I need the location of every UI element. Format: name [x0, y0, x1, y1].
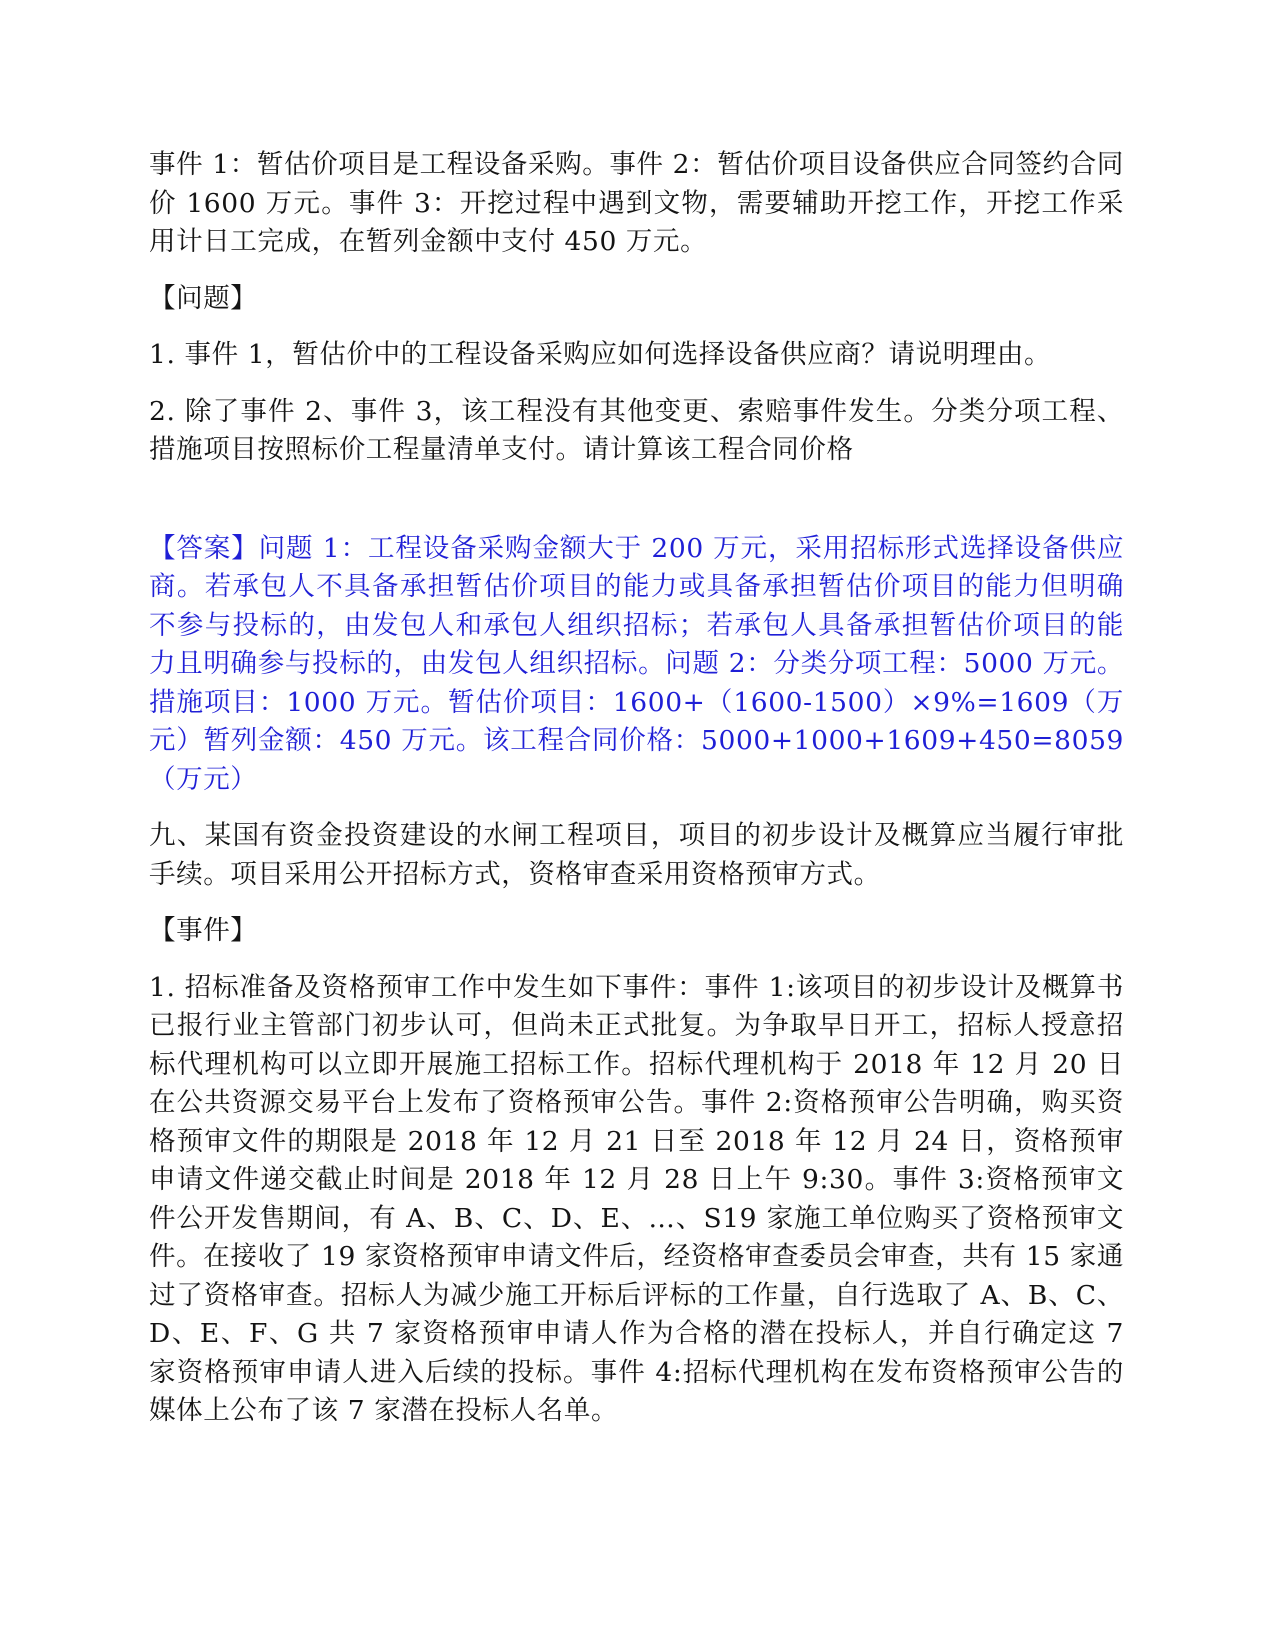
events-intro-paragraph: 事件 1：暂估价项目是工程设备采购。事件 2：暂估价项目设备供应合同签约合同价 1600 万元。事件 3：开挖过程中遇到文物，需要辅助开挖工作，开挖工作采用计日工完成，在暂列金额中支付 450 万元。: [149, 149, 1124, 257]
answer-paragraph: 【答案】问题 1：工程设备采购金额大于 200 万元，采用招标形式选择设备供应商。若承包人不具备承担暂估价项目的能力或具备承担暂估价项目的能力但明确不参与投标的，由发包人和承包人组织招标；若承包人具备承担暂估价项目的能力且明确参与投标的，由发包人组织招标。问题 2：分类分项工程：5000 万元。措施项目：1000 万元。暂估价项目：1600+（1600-1500）×9%=1609（万元）暂列金额：450 万元。该工程合同价格：5000+1000+1609+450=8059（万元）: [149, 532, 1124, 795]
section-nine-paragraph: 九、某国有资金投资建设的水闸工程项目，项目的初步设计及概算应当履行审批手续。项目采用公开招标方式，资格审查采用资格预审方式。: [149, 820, 1124, 890]
events-header: 【事件】: [149, 915, 258, 946]
question-1: 1. 事件 1，暂估价中的工程设备采购应如何选择设备供应商？请说明理由。: [149, 339, 1052, 370]
document-body: [149, 146, 1124, 1431]
questions-header: 【问题】: [149, 282, 258, 314]
event-detail-paragraph: 1. 招标准备及资格预审工作中发生如下事件：事件 1:该项目的初步设计及概算书已报行业主管部门初步认可，但尚未正式批复。为争取早日开工，招标人授意招标代理机构可以立即开展施工招标工作。招标代理机构于 2018 年 12 月 20 日在公共资源交易平台上发布了资格预审公告。事件 2:资格预审公告明确，购买资格预审文件的期限是 2018 年 12 月 21 日至 2018 年 12 月 24 日，资格预审申请文件递交截止时间是 2018 年 12 月 28 日上午 9:30。事件 3:资格预审文件公开发售期间，有 A、B、C、D、E、…、S19 家施工单位购买了资格预审文件。在接收了 19 家资格预审申请文件后，经资格审查委员会审查，共有 15 家通过了资格审查。招标人为减少施工开标后评标的工作量，自行选取了 A、B、C、D、E、F、G 共 7 家资格预审申请人作为合格的潜在投标人，并自行确定这 7 家资格预审申请人进入后续的投标。事件 4:招标代理机构在发布资格预审公告的媒体上公布了该 7 家潜在投标人名单。: [149, 971, 1124, 1426]
question-2: 2. 除了事件 2、事件 3，该工程没有其他变更、索赔事件发生。分类分项工程、措施项目按照标价工程量清单支付。请计算该工程合同价格: [149, 395, 1124, 465]
